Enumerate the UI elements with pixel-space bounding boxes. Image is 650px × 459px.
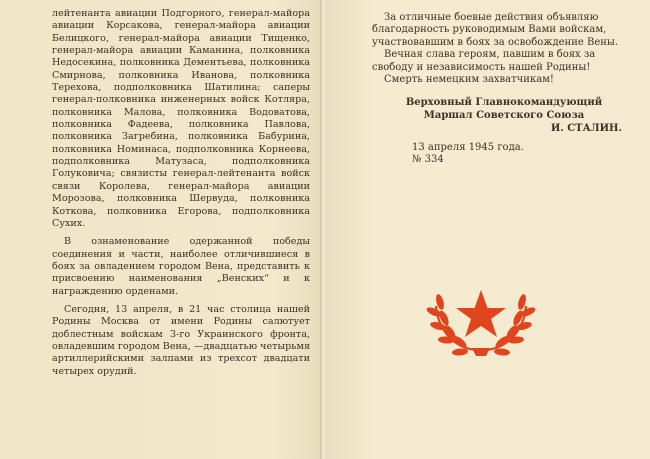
order-number: № 334 [412,154,444,166]
right-paragraph-2: Вечная слава героям, павшим в боях за свободу и независимость нашей Родины! [372,49,596,73]
star-wreath-icon [426,268,536,358]
right-paragraph-1: За отличные боевые действия объявляю благодарность руководимым Вами войскам, участвовавшим в боях за освобождение Вены. [372,12,619,48]
order-date: 13 апреля 1945 года. [412,142,524,154]
signature-title-1: Верховный Главнокомандующий [405,97,603,109]
right-paragraph-3: Смерть немецким захватчикам! [384,74,554,86]
left-paragraph-3: Сегодня, 13 апреля, в 21 час столица нашей Родины Москва от имени Родины салютует доблестным войскам 3-го Украинского фронта, овладевшим городом Вена, —двадцатью четырьмя артиллерийскими залпами из трехсот двадцати четырех орудий. [52,303,310,377]
left-paragraph-1: лейтенанта авиации Подгорного, генерал-майора авиации Корсакова, генерал-майора авиации Белицкого, генерал-майора авиации Тищенко, генерал-майора авиации Каманина, полковника Недосекина, полковника Дементьева, полковника Смирнова, полковника Иванова, полковника Терехова, подполковника Шатилина; саперы генерал-полковника инженерных войск Котляра, полковника Малова, полковника Водоватова, полковника Фадеева, полковника Павлова, полковника Загребина, полковника Бабурина, полковника Номинаса, подполковника Корнеева, подполковника Матузаса, подполковника Голуковича; связисты генерал-лейтенанта войск связи Королева, генерал-майора авиации Морозова, полковника Шервуда, полковника Коткова, полковника Егорова, подполковника Сухих. [52,8,310,229]
right-page [326,0,650,459]
left-paragraph-2: В ознаменование одержанной победы соединения и части, наиболее отличившиеся в боях за овладением городом Вена, представить к присвоению наименования „Венских“ и к награждению орденами. [52,236,310,297]
left-page [0,0,322,459]
signature-name: И. СТАЛИН. [550,123,622,135]
signature-title-2: Маршал Советского Союза [423,110,585,122]
